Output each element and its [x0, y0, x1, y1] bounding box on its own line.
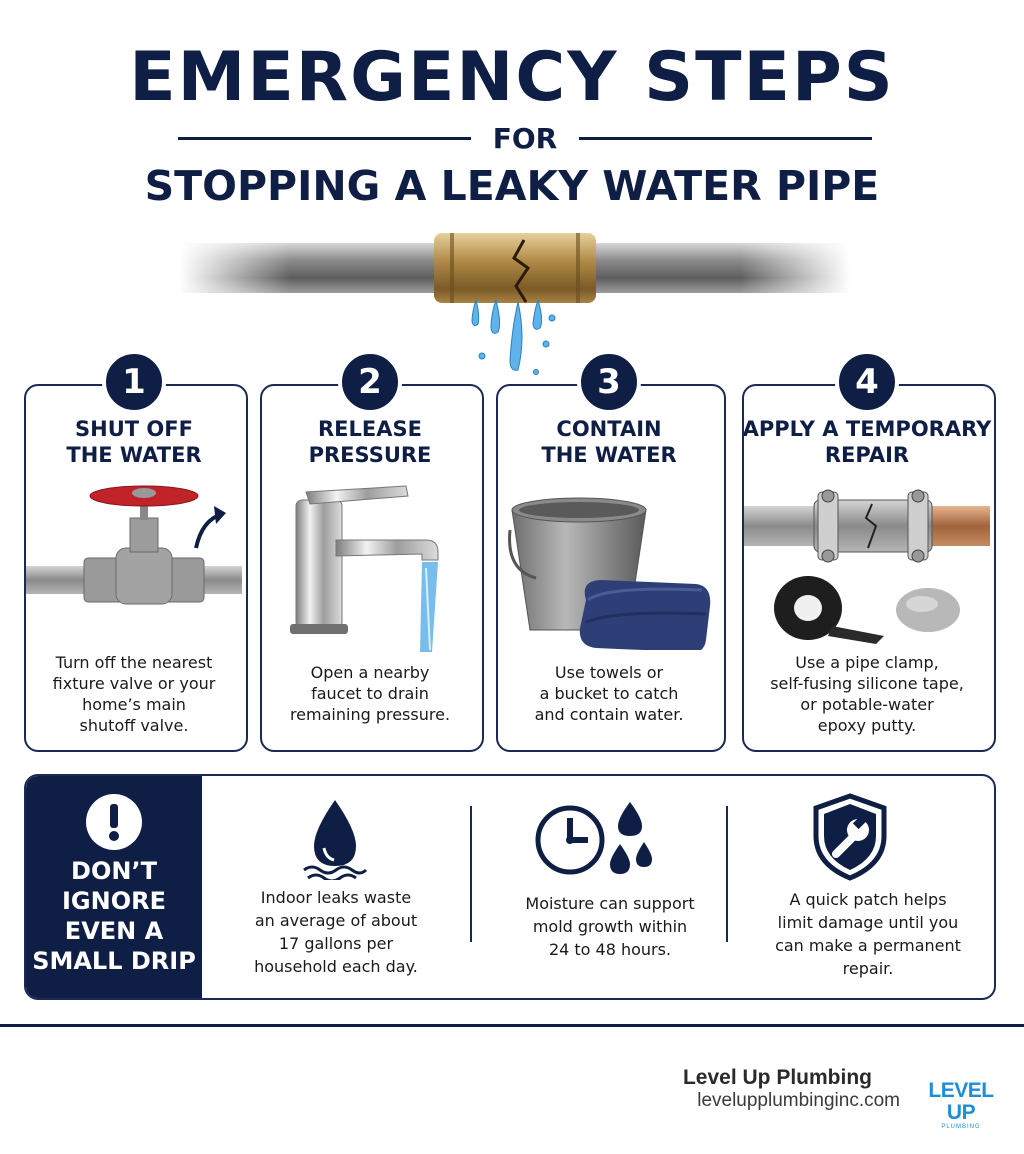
bucket-towel-icon: [506, 490, 716, 650]
warning-line: DON’T: [71, 857, 157, 885]
fact-line: household each day.: [254, 957, 418, 976]
fact-line: limit damage until you: [777, 913, 959, 932]
fact-text: [490, 892, 730, 961]
step-title-line: THE WATER: [66, 443, 202, 467]
fact-line: mold growth within: [532, 917, 688, 936]
warning-line: IGNORE: [62, 887, 166, 915]
fact-line: Indoor leaks waste: [260, 888, 412, 907]
fact-text: [748, 888, 988, 980]
fact-divider: [726, 806, 728, 942]
step-description-line: a bucket to catch: [539, 684, 679, 703]
step-description-line: shutoff valve.: [79, 716, 189, 735]
step-title-line: RELEASE: [318, 417, 422, 441]
step-title-line: CONTAIN: [556, 417, 662, 441]
step-title: [742, 416, 992, 468]
faucet-icon: [286, 480, 456, 660]
fact-line: an average of about: [254, 911, 418, 930]
fact-line: A quick patch helps: [789, 890, 947, 909]
step-description: [260, 662, 480, 725]
step-description-line: Turn off the nearest: [55, 653, 213, 672]
step-title: [496, 416, 722, 468]
logo-wordmark: LEVEL UP: [928, 1079, 994, 1124]
brand-logo: [918, 1080, 1004, 1131]
step-description-line: self-fusing silicone tape,: [770, 674, 964, 693]
step-description-line: faucet to drain: [311, 684, 429, 703]
step-description-line: Open a nearby: [310, 663, 430, 682]
brand-url[interactable]: levelupplumbinginc.com: [697, 1090, 900, 1111]
page-title: EMERGENCY STEPS: [129, 38, 895, 117]
step-description-line: or potable-water: [800, 695, 934, 714]
step-description-line: remaining pressure.: [289, 705, 451, 724]
step-title: [260, 416, 480, 468]
step-number-badge: 2: [338, 350, 402, 414]
fact-line: 24 to 48 hours.: [548, 940, 672, 959]
step-description-line: Use towels or: [554, 663, 664, 682]
step-description: [742, 652, 992, 736]
title-connector-row: [178, 120, 872, 156]
step-description-line: epoxy putty.: [817, 716, 917, 735]
step-description-line: and contain water.: [534, 705, 684, 724]
fact-divider: [470, 806, 472, 942]
valve-icon: [26, 478, 242, 618]
fact-line: 17 gallons per: [278, 934, 394, 953]
fact-text: [226, 886, 446, 978]
step-description: [496, 662, 722, 725]
title-connector: FOR: [492, 121, 558, 155]
warning-message: [26, 856, 202, 976]
step-number-badge: 4: [835, 350, 899, 414]
water-drop-icon: [300, 796, 370, 880]
warning-panel: [26, 776, 202, 998]
step-description-line: home’s main: [82, 695, 186, 714]
fact-line: Moisture can support: [525, 894, 695, 913]
warning-line: EVEN A: [64, 917, 164, 945]
step-number-badge: 3: [577, 350, 641, 414]
fact-line: repair.: [842, 959, 894, 978]
leaking-pipe-illustration: [180, 228, 850, 378]
step-number-badge: 1: [102, 350, 166, 414]
step-description-line: Use a pipe clamp,: [795, 653, 939, 672]
clock-drops-icon: [532, 796, 658, 880]
brand-name: Level Up Plumbing: [682, 1066, 872, 1089]
shield-wrench-icon: [812, 792, 888, 882]
divider-left: [178, 137, 471, 140]
step-title-line: REPAIR: [824, 443, 910, 467]
fact-line: can make a permanent: [775, 936, 961, 955]
pipe-clamp-icon: [744, 486, 990, 648]
logo-tagline: PLUMBING: [941, 1124, 981, 1130]
step-title: [24, 416, 244, 468]
exclamation-icon: [84, 792, 144, 852]
warning-line: SMALL DRIP: [32, 947, 196, 975]
step-title-line: SHUT OFF: [75, 417, 193, 441]
facts-banner: [24, 774, 996, 1000]
step-description: [24, 652, 244, 736]
page-subtitle: STOPPING A LEAKY WATER PIPE: [144, 162, 880, 210]
step-title-line: THE WATER: [541, 443, 677, 467]
step-title-line: PRESSURE: [308, 443, 432, 467]
divider-right: [579, 137, 872, 140]
step-title-line: APPLY A TEMPORARY: [742, 417, 992, 441]
step-description-line: fixture valve or your: [52, 674, 216, 693]
footer-divider: [0, 1024, 1024, 1027]
